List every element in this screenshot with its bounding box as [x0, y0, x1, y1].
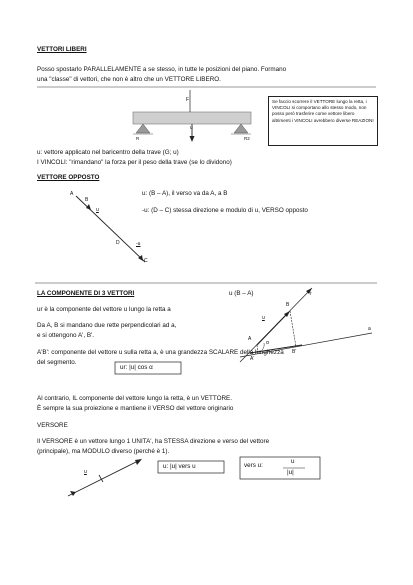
- paragraph-line: una "classe" di vettori, che non è altro che un VETTORE LIBERO.: [37, 76, 221, 83]
- label-minus-u: -u: [136, 241, 141, 247]
- label-b-prime: B': [292, 349, 297, 355]
- label-alpha: α: [266, 340, 269, 346]
- label-support-left: R: [136, 136, 140, 141]
- paragraph-line: Al contrario, IL componente del vettore lungo la retta, è un VETTORE.: [37, 395, 232, 402]
- formula-u: u (B – A): [229, 290, 254, 297]
- side-note-box: Se faccio scorrere il VETTORE lungo la retta, i VINCOLI si comportano allo stesso modo, non posso però trasferire come vettore libero altrimenti i VINCOLI avrebbero diverse REAZIONI: [268, 96, 378, 146]
- beam-rect: [133, 112, 251, 124]
- label-u: u: [262, 315, 265, 321]
- label-b: B: [85, 197, 89, 203]
- label-r: r: [310, 291, 312, 297]
- arrowhead-u: [86, 204, 91, 210]
- label-c: C: [144, 258, 148, 264]
- boxed-formula: ur: |u| cos α: [120, 364, 153, 371]
- label-u: u: [190, 125, 193, 131]
- paragraph-line: Posso spostarlo PARALLELAMENTE a se stesso, in tutte le posizioni del piano. Formano: [37, 66, 287, 73]
- fraction-denominator: |u|: [287, 469, 294, 476]
- label-a-point: A: [248, 336, 252, 342]
- paragraph-line: È sempre la sua proiezione e mantiene il VERSO del vettore originario: [37, 405, 234, 412]
- label-b: B: [286, 302, 290, 308]
- paragraph-line: I VINCOLI: "rimandano" la forza per il peso della trave (se lo dividono): [37, 159, 232, 166]
- label-u: u: [96, 207, 99, 213]
- section-title-componente: LA COMPONENTE DI 3 VETTORI: [37, 290, 135, 297]
- paragraph-line: Da A, B si mandano due rette perpendicolari ad a,: [37, 322, 177, 329]
- section-title-vettore-opposto: VETTORE OPPOSTO: [37, 174, 100, 181]
- paragraph-line: A'B': componente del vettore u sulla retta a, è una grandezza SCALARE della lunghezza: [37, 349, 284, 356]
- weight-arrowhead: [190, 136, 195, 142]
- paragraph-line: u: vettore applicato nel baricentro della trave (G; u): [37, 149, 179, 156]
- paragraph-line: ur è la componente del vettore u lungo la retta a: [37, 306, 171, 313]
- fraction-numerator: u: [291, 458, 295, 465]
- perp-b: [290, 311, 296, 347]
- label-a: A: [70, 191, 74, 197]
- support-left-triangle: [136, 124, 150, 133]
- arrowhead-start: [70, 491, 76, 496]
- equation-versore-2-prefix: vers u:: [244, 462, 263, 469]
- versore-vector: [68, 460, 140, 496]
- paragraph-line: -u: (D – C) stessa direzione e modulo di u, VERSO opposto: [142, 207, 308, 214]
- paragraph-line: Il VERSORE è un vettore lungo 1 UNITA', ha STESSA direzione e verso del vettore: [37, 438, 270, 445]
- label-a-prime: A': [250, 356, 255, 362]
- label-support-right: R2: [244, 136, 250, 141]
- label-line-a: a: [368, 326, 371, 332]
- label-f: F: [186, 97, 190, 103]
- vector-line-ac: [76, 196, 145, 262]
- arrowhead-versore: [135, 459, 142, 465]
- label-d: D: [116, 240, 120, 246]
- paragraph-line: u: (B – A), il verso va da A, a B: [142, 190, 228, 197]
- equation-versore-1: u: |u| vers u: [163, 463, 196, 470]
- support-right-triangle: [234, 124, 248, 133]
- section-title-vettori-liberi: VETTORI LIBERI: [37, 46, 87, 53]
- paragraph-line: (principale), ma MODULO diverso (perché è 1).: [37, 448, 170, 455]
- paragraph-line: del segmento.: [37, 359, 77, 366]
- label-u: u: [84, 469, 87, 475]
- paragraph-line: e si ottengono A', B'.: [37, 332, 95, 339]
- section-title-versore: VERSORE: [37, 422, 68, 429]
